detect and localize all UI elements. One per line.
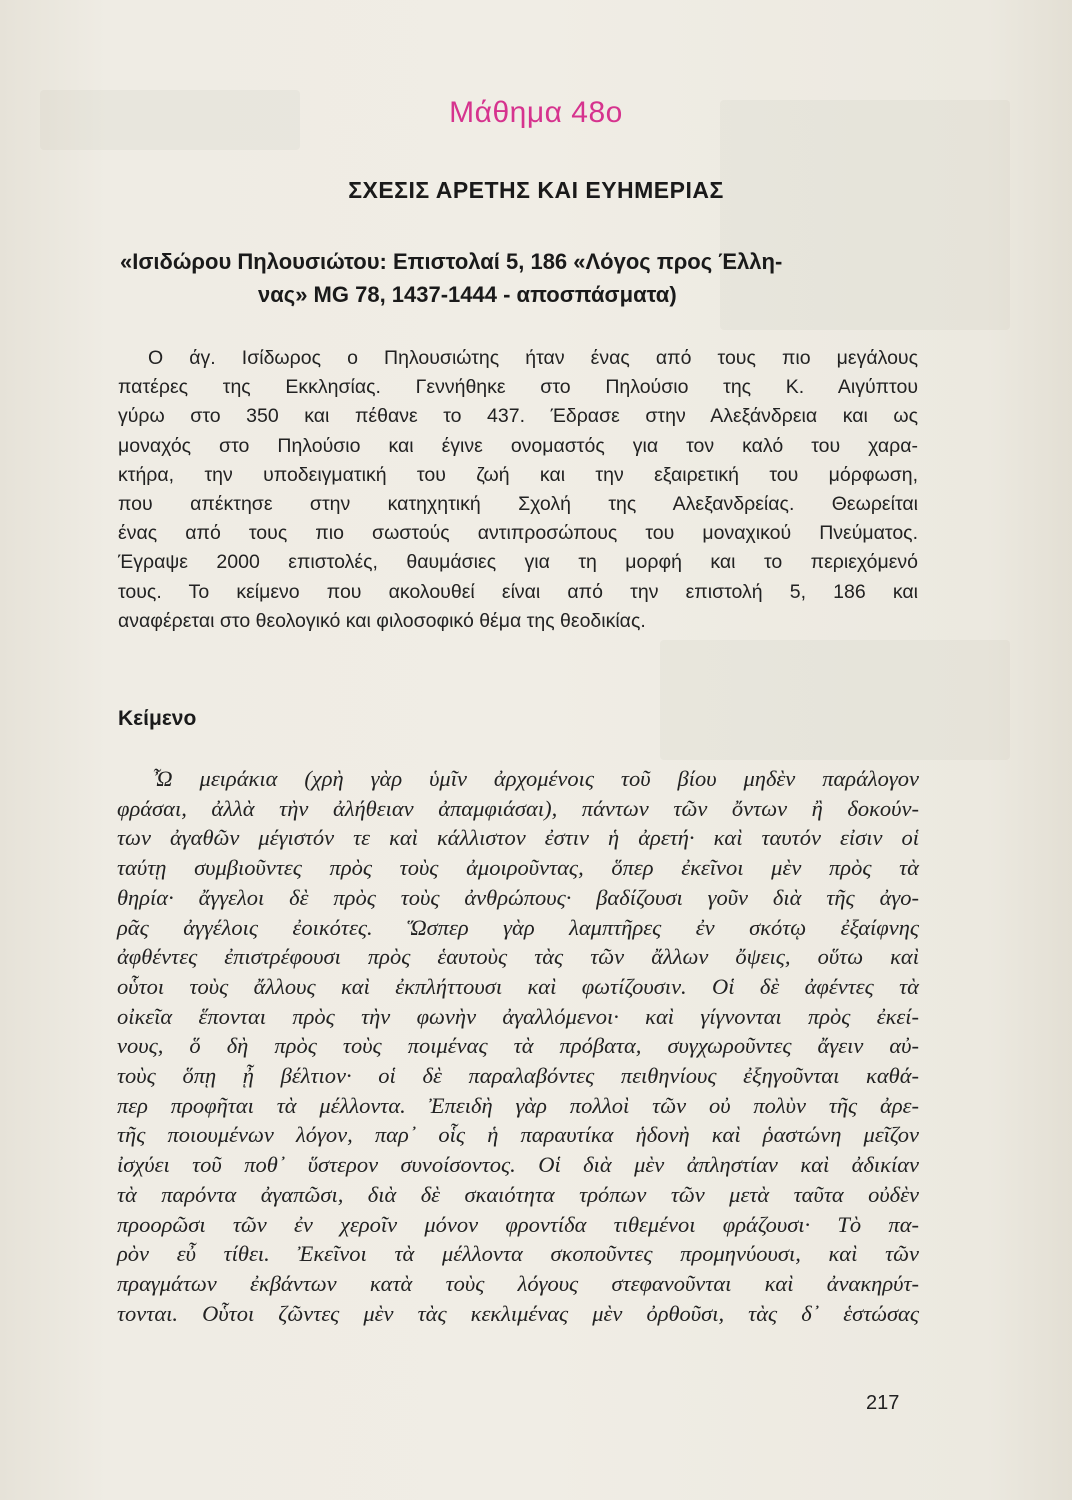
greek-line: τῆς ποιουμένων λόγον, παρ᾽ οἷς ἡ παραυτίκα ἡδονὴ καὶ ῥαστώνη μεῖζον (117, 1122, 919, 1148)
greek-line: ἀφθέντες ἐπιστρέφουσι πρὸς ἑαυτοὺς τὰς τῶν ἄλλων ὄψεις, οὕτω καὶ (117, 944, 919, 970)
intro-line: κτήρα, την υποδειγματική του ζωή και την εξαιρετική του μόρφωση, (118, 463, 918, 486)
intro-line: μοναχός στο Πηλούσιο και έγινε ονομαστός για τον καλό του χαρα- (118, 434, 918, 457)
intro-line: αναφέρεται στο θεολογικό και φιλοσοφικό θέμα της θεοδικίας. (118, 609, 646, 632)
greek-line: ρὸν εὖ τίθει. Ἐκεῖνοι τὰ μέλλοντα σκοποῦντες προμηνύουσι, καὶ τῶν (117, 1241, 919, 1267)
greek-line: θηρία· ἄγγελοι δὲ πρὸς τοὺς ἀνθρώπους· βαδίζουσι γοῦν διὰ τῆς ἀγο- (117, 884, 919, 910)
source-line-1: «Ισιδώρου Πηλουσιώτου: Επιστολαί 5, 186 «Λόγος προς Έλλη- (120, 249, 783, 274)
greek-line: των ἀγαθῶν μέγιστόν τε καὶ κάλλιστον ἐστιν ἡ ἀρετή· καὶ ταυτόν εἰσιν οἱ (117, 825, 919, 851)
greek-line: οἰκεῖα ἕπονται πρὸς τὴν φωνὴν ἀγαλλόμενοι· καὶ γίγνονται πρὸς ἐκεί- (117, 1003, 919, 1029)
greek-line: τονται. Οὗτοι ζῶντες μὲν τὰς κεκλιμένας μὲν ὀρθοῦσι, τὰς δ᾽ ἑστώσας (117, 1300, 919, 1326)
greek-line: φράσαι, ἀλλὰ τὴν ἀλήθειαν ἀπαμφιάσαι), πάντων τῶν ὄντων ἢ δοκούν- (117, 795, 919, 821)
intro-paragraph (118, 344, 918, 636)
lesson-label: Μάθημα 48ο (449, 96, 623, 129)
text-heading: Κείμενο (118, 707, 197, 730)
intro-line: Ο άγ. Ισίδωρος ο Πηλουσιώτης ήταν ένας από τους πιο μεγάλους (148, 347, 918, 369)
greek-line: νους, ὅ δὴ πρὸς τοὺς ποιμένας τὰ πρόβατα, συγχωροῦντες ἄγειν αὐ- (117, 1033, 919, 1059)
greek-line: Ὦ μειράκια (χρὴ γὰρ ὑμῖν ἀρχομένοις τοῦ βίου μηδὲν παράλογον (153, 766, 919, 791)
intro-line: ένας από τους πιο σωστούς αντιπροσώπους του μοναχικού Πνεύματος. (118, 522, 918, 545)
greek-line: τὰ παρόντα ἀγαπῶσι, διὰ δὲ σκαιότητα τρόπων τῶν μετὰ ταῦτα οὐδὲν (117, 1181, 919, 1207)
greek-line: προορῶσι τῶν ἐν χεροῖν μόνον φροντίδα τιθεμένοι φράζουσι· Τὸ πα- (117, 1211, 919, 1237)
greek-line: ἰσχύει τοῦ ποθ᾽ ὕστερον συνοίσοντος. Οἱ διὰ μὲν ἀπληστίαν καὶ ἀδικίαν (117, 1152, 919, 1178)
greek-line: ταύτῃ συμβιοῦντες πρὸς τοὺς ἀμοιροῦντας, ὅπερ ἐκεῖνοι μὲν πρὸς τὰ (117, 855, 919, 881)
intro-line: γύρω στο 350 και πέθανε το 437. Έδρασε στην Αλεξάνδρεια και ως (118, 405, 918, 428)
greek-line: οὗτοι τοὺς ἄλλους καὶ ἐκπλήττουσι καὶ φωτίζουσιν. Οἱ δὲ ἀφέντες τὰ (117, 973, 919, 999)
greek-line: περ προφῆται τὰ μέλλοντα. Ἐπειδὴ γὰρ πολλοὶ τῶν οὐ πολὺν τῆς ἀρε- (117, 1092, 919, 1118)
page-title: ΣΧΕΣΙΣ ΑΡΕΤΗΣ ΚΑΙ ΕΥΗΜΕΡΙΑΣ (348, 177, 724, 203)
intro-line: πατέρες της Εκκλησίας. Γεννήθηκε στο Πηλούσιο της Κ. Αιγύπτου (118, 376, 918, 399)
bleed-through-mid-right (660, 640, 1010, 760)
page-number: 217 (866, 1392, 900, 1414)
intro-line: που απέκτησε στην κατηχητική Σχολή της Αλεξανδρείας. Θεωρείται (118, 493, 918, 516)
source-citation (120, 245, 960, 311)
greek-text (117, 764, 919, 1328)
source-line-2: νας» MG 78, 1437-1444 - αποσπάσματα) (258, 282, 677, 307)
greek-line: τοὺς ὅπῃ ᾖ βέλτιον· οἱ δὲ παραλαβόντες πειθηνίους ἐξηγοῦνται καθά- (117, 1063, 919, 1089)
greek-line: πραγμάτων ἐκβάντων κατὰ τοὺς λόγους στεφανοῦνται καὶ ἀνακηρύτ- (117, 1270, 919, 1296)
intro-line: τους. Το κείμενο που ακολουθεί είναι από την επιστολή 5, 186 και (118, 580, 918, 603)
intro-line: Έγραψε 2000 επιστολές, θαυμάσιες για τη μορφή και το περιεχόμενό (118, 551, 918, 574)
greek-line: ρᾶς ἀγγέλοις ἐοικότες. Ὥσπερ γὰρ λαμπτῆρες ἐν σκότῳ ἐξαίφνης (117, 914, 919, 940)
